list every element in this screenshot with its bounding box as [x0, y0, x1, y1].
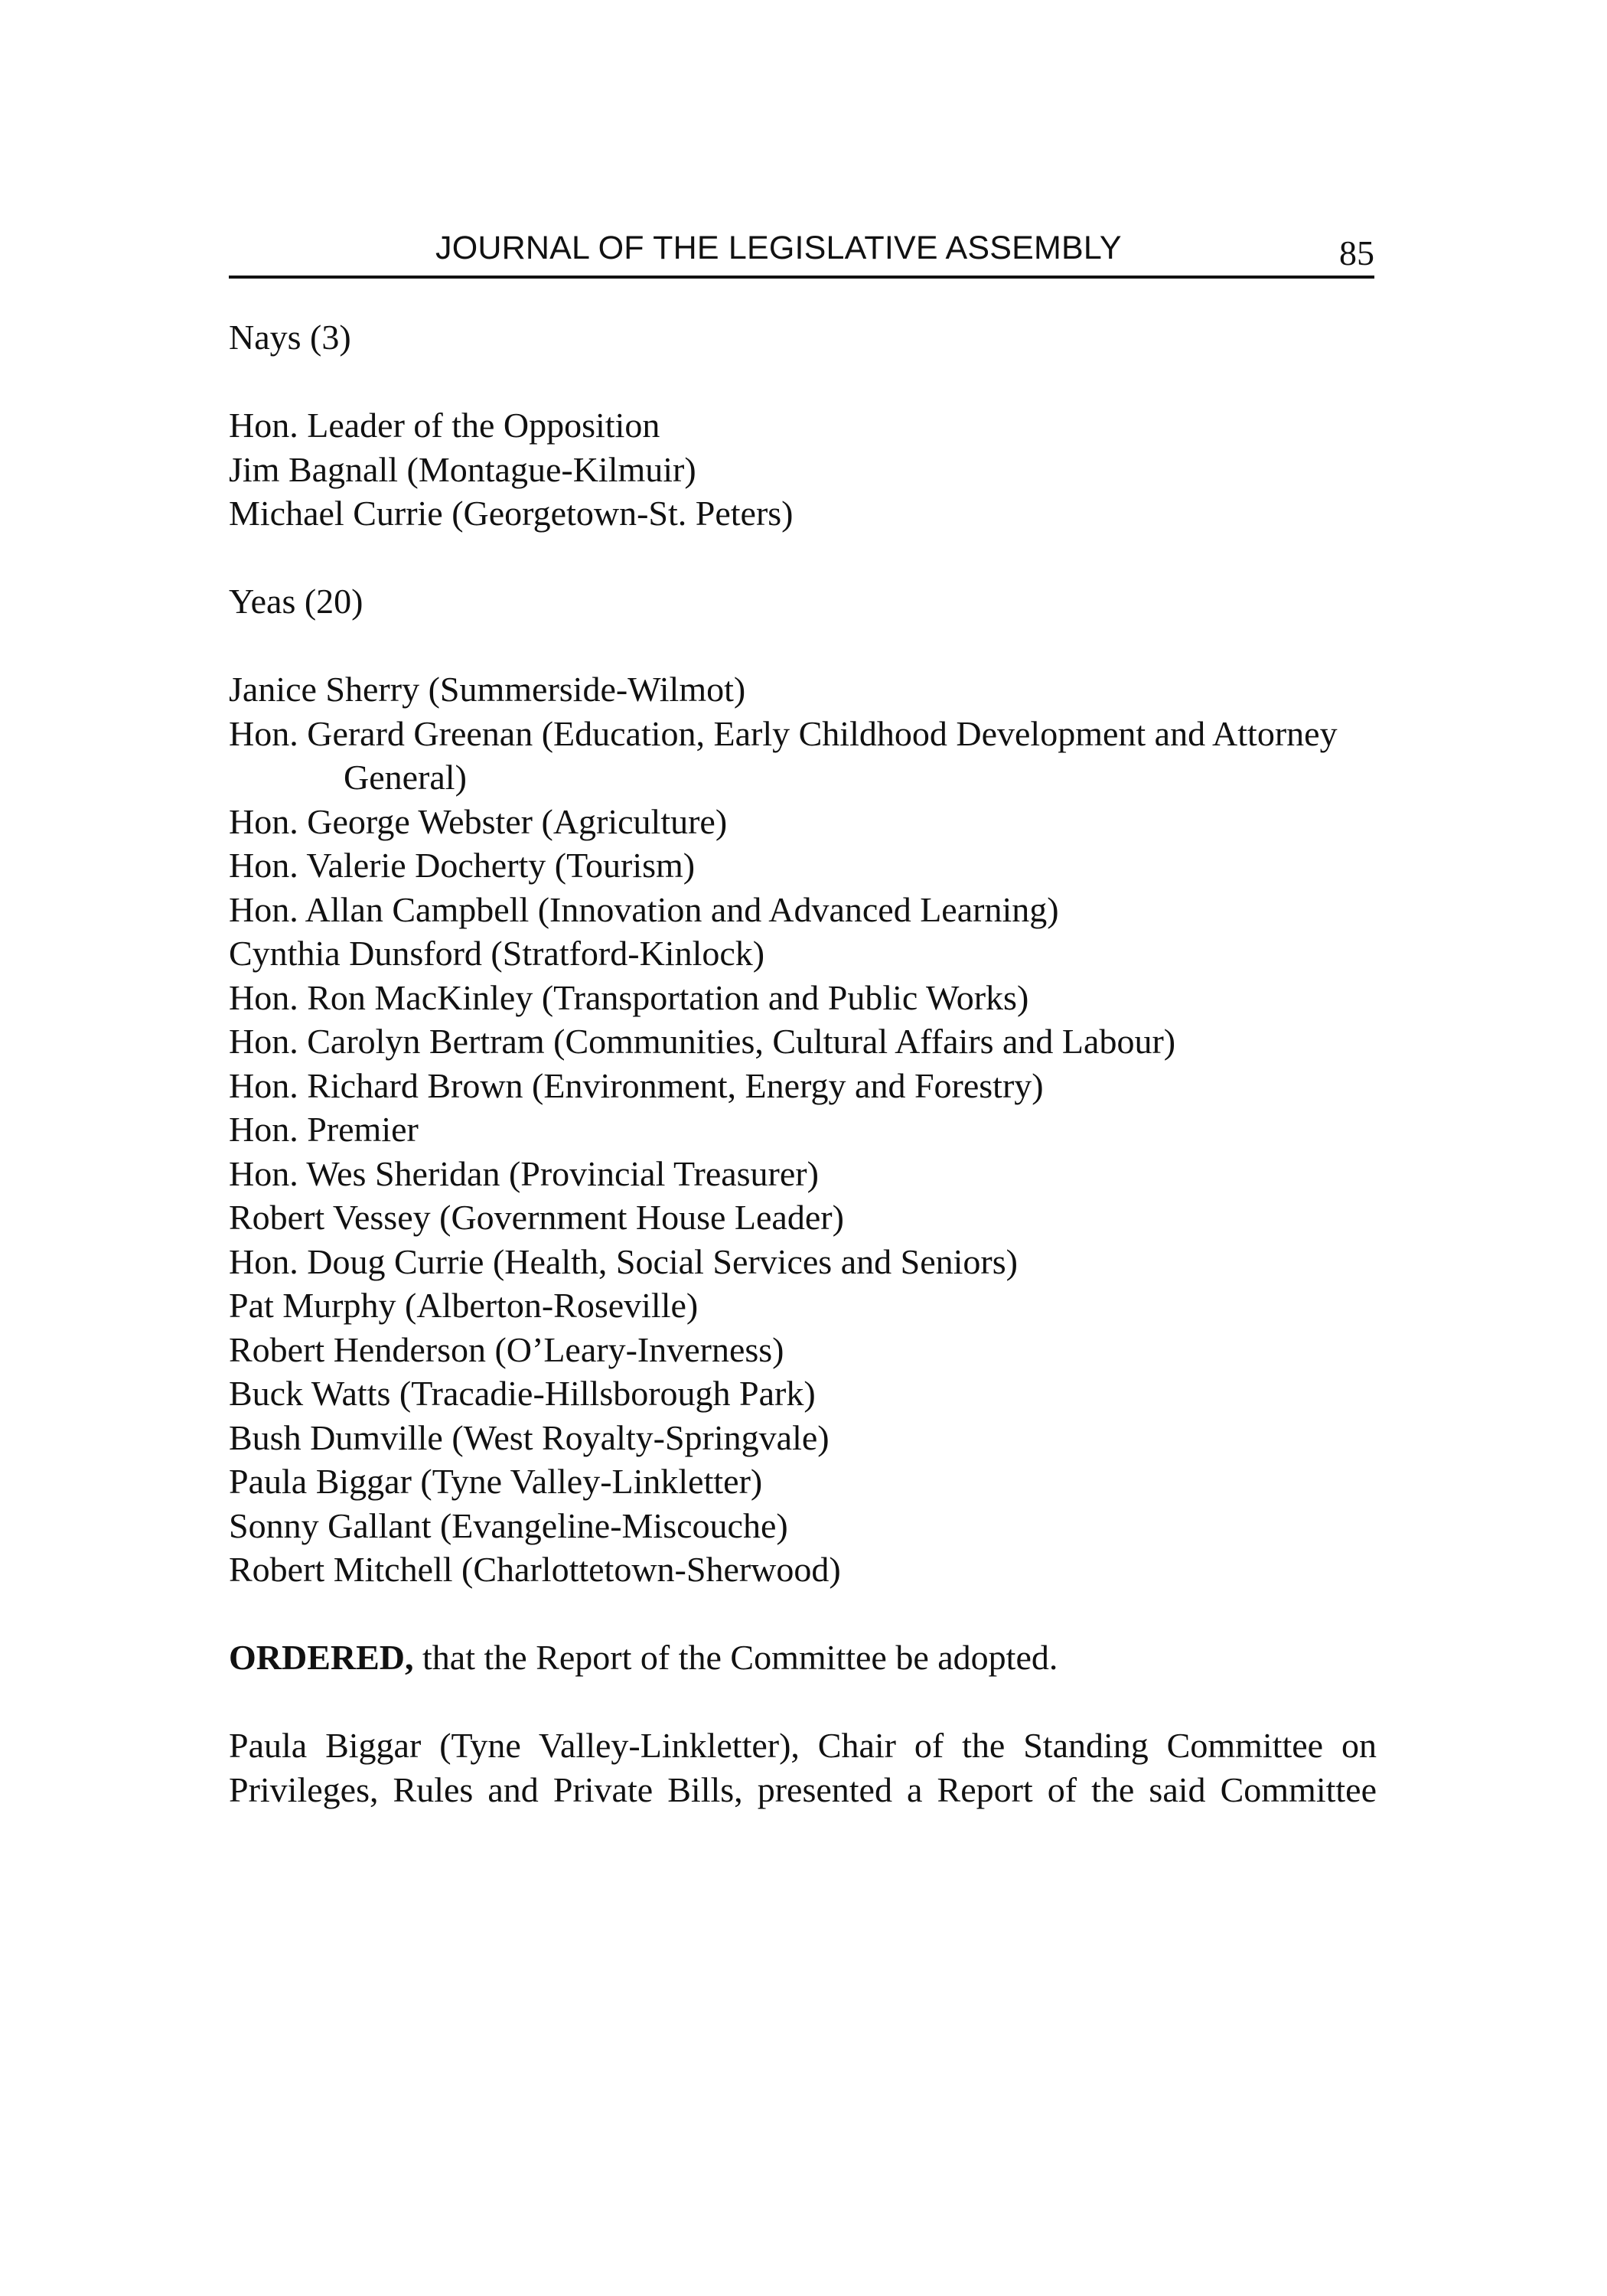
page-number: 85	[1339, 233, 1374, 272]
nays-member: Jim Bagnall (Montague-Kilmuir)	[229, 449, 696, 489]
journal-title: JOURNAL OF THE LEGISLATIVE ASSEMBLY	[435, 230, 1122, 266]
yeas-member: Hon. Richard Brown (Environment, Energy and Forestry)	[229, 1065, 1044, 1105]
yeas-member: Hon. Wes Sheridan (Provincial Treasurer)	[229, 1153, 819, 1193]
nays-member: Hon. Leader of the Opposition	[229, 406, 660, 445]
yeas-member: Hon. Ron MacKinley (Transportation and Public Works)	[229, 977, 1029, 1017]
yeas-member: Bush Dumville (West Royalty-Springvale)	[229, 1417, 830, 1457]
ordered-label: ORDERED,	[229, 1638, 414, 1677]
yeas-member: Robert Mitchell (Charlottetown-Sherwood)	[229, 1550, 841, 1589]
page-header	[229, 225, 1374, 279]
yeas-member: Hon. Premier	[229, 1110, 419, 1149]
committee-report-line-1: Paula Biggar (Tyne Valley-Linkletter), Chair of the Standing Committee on	[229, 1726, 1377, 1765]
yeas-member: Hon. George Webster (Agriculture)	[229, 801, 728, 841]
ordered-statement	[229, 1636, 1377, 1680]
yeas-member: Hon. Doug Currie (Health, Social Services and Seniors)	[229, 1241, 1018, 1281]
nays-heading: Nays (3)	[229, 318, 351, 357]
yeas-heading: Yeas (20)	[229, 582, 363, 621]
yeas-member: Janice Sherry (Summerside-Wilmot)	[229, 670, 746, 709]
committee-report-line-2: Privileges, Rules and Private Bills, presented a Report of the said Committee	[229, 1769, 1377, 1809]
yeas-member: Cynthia Dunsford (Stratford-Kinlock)	[229, 934, 765, 973]
yeas-member: Paula Biggar (Tyne Valley-Linkletter)	[229, 1462, 763, 1501]
yeas-member: Pat Murphy (Alberton-Roseville)	[229, 1286, 699, 1325]
yeas-member: Sonny Gallant (Evangeline-Miscouche)	[229, 1505, 788, 1545]
ordered-text: that the Report of the Committee be adopted.	[413, 1638, 1058, 1677]
nays-list	[229, 403, 1377, 536]
page-body	[229, 315, 1377, 1812]
yeas-list	[229, 667, 1377, 1592]
yeas-member: Hon. Carolyn Bertram (Communities, Cultural Affairs and Labour)	[229, 1022, 1176, 1061]
yeas-member: Robert Vessey (Government House Leader)	[229, 1198, 844, 1237]
yeas-member: Buck Watts (Tracadie-Hillsborough Park)	[229, 1374, 816, 1413]
nays-member: Michael Currie (Georgetown-St. Peters)	[229, 494, 794, 533]
yeas-member: Robert Henderson (O’Leary-Inverness)	[229, 1329, 784, 1369]
yeas-member: Hon. Gerard Greenan (Education, Early Childhood Development and Attorney General)	[229, 713, 1338, 797]
yeas-member: Hon. Valerie Docherty (Tourism)	[229, 846, 696, 885]
yeas-member: Hon. Allan Campbell (Innovation and Advanced Learning)	[229, 889, 1059, 929]
